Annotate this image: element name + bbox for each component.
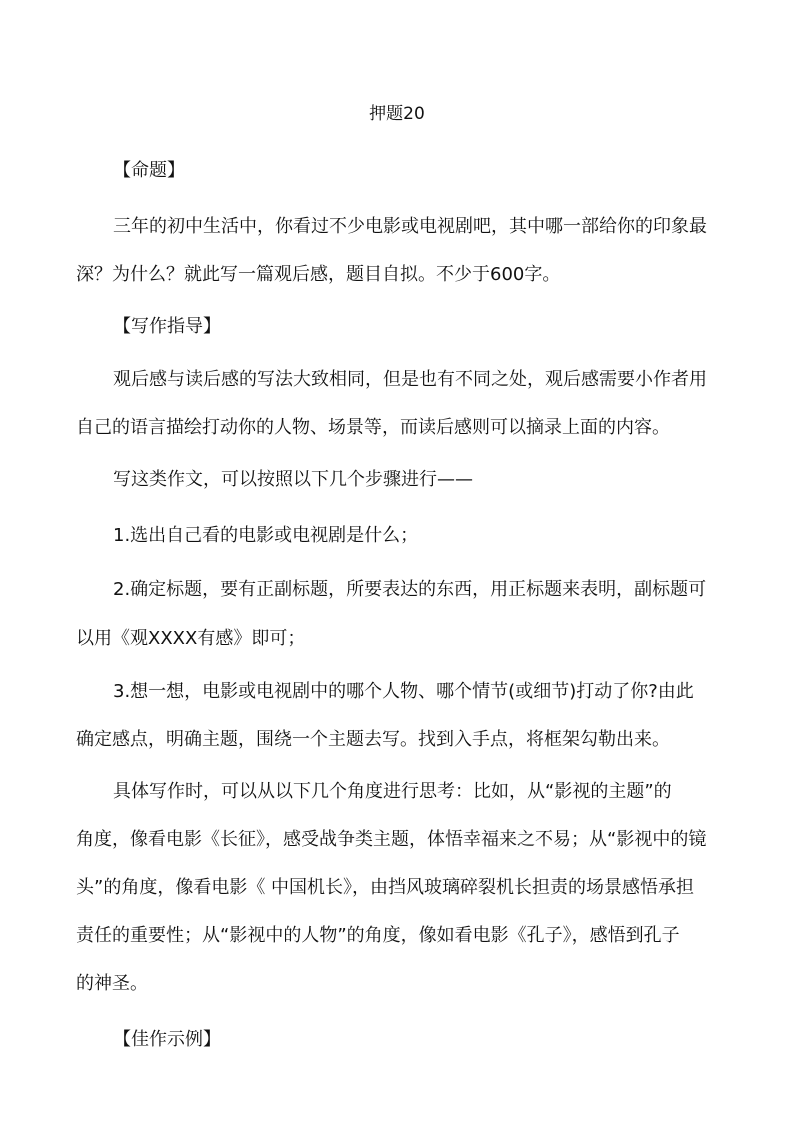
step-1: 1.选出自己看的电影或电视剧是什么；: [113, 525, 419, 546]
angle-paragraph-line-4: 责任的重要性；从“影视中的人物”的角度，像如看电影《孔子》，感悟到孔子: [76, 925, 680, 946]
prompt-text-line-1: 三年的初中生活中，你看过不少电影或电视剧吧，其中哪一部给你的印象最: [113, 216, 707, 237]
section-heading-guide: 【写作指导】: [113, 316, 221, 337]
prompt-text-line-2: 深？为什么？就此写一篇观后感，题目自拟。不少于600字。: [76, 264, 561, 285]
angle-paragraph-line-3: 头”的角度，像看电影《 中国机长》，由挡风玻璃碎裂机长担责的场景感悟承担: [76, 877, 695, 898]
step-2-line-2: 以用《观XXXX有感》即可；: [76, 628, 306, 649]
guide-paragraph-line-2: 自己的语言描绘打动你的人物、场景等，而读后感则可以摘录上面的内容。: [76, 417, 670, 438]
step-3-line-2: 确定感点，明确主题，围绕一个主题去写。找到入手点，将框架勾勒出来。: [76, 729, 670, 750]
angle-paragraph-line-2: 角度，像看电影《长征》，感受战争类主题，体悟幸福来之不易；从“影视中的镜: [76, 829, 707, 850]
document-title: 押题20: [369, 104, 425, 124]
guide-paragraph-2: 写这类作文，可以按照以下几个步骤进行——: [113, 469, 473, 490]
angle-paragraph-line-5: 的神圣。: [76, 973, 148, 994]
step-2-line-1: 2.确定标题，要有正副标题，所要表达的东西，用正标题来表明，副标题可: [113, 579, 707, 600]
step-3-line-1: 3.想一想，电影或电视剧中的哪个人物、哪个情节(或细节)打动了你?由此: [113, 681, 694, 702]
section-heading-example: 【佳作示例】: [113, 1029, 221, 1050]
guide-paragraph-line-1: 观后感与读后感的写法大致相同，但是也有不同之处，观后感需要小作者用: [113, 369, 707, 390]
section-heading-mingti: 【命题】: [113, 160, 185, 181]
angle-paragraph-line-1: 具体写作时，可以从以下几个角度进行思考：比如，从“影视的主题”的: [113, 781, 672, 802]
